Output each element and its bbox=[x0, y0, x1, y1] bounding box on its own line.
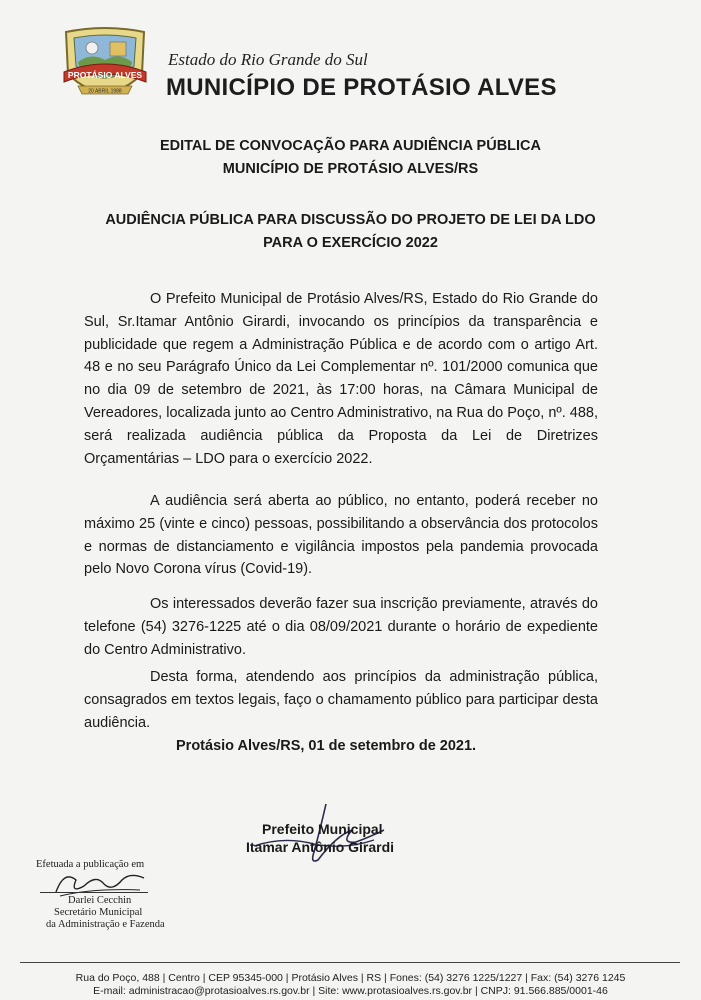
body-paragraph-4 bbox=[84, 666, 598, 734]
header-municipality-name: MUNICÍPIO DE PROTÁSIO ALVES bbox=[166, 74, 557, 101]
logo-text: PROTÁSIO ALVES bbox=[67, 70, 143, 80]
body-paragraph-3 bbox=[84, 593, 598, 661]
publication-note: Efetuada a publicação em bbox=[36, 859, 145, 870]
edital-title bbox=[0, 135, 701, 181]
signature-line bbox=[40, 892, 148, 893]
title-line-3: AUDIÊNCIA PÚBLICA PARA DISCUSSÃO DO PROJETO DE LEI DA LDO bbox=[105, 212, 596, 228]
municipal-coat-of-arms-logo bbox=[56, 26, 154, 106]
footer-divider bbox=[20, 962, 680, 963]
title-line-4: PARA O EXERCÍCIO 2022 bbox=[263, 235, 438, 251]
paragraph-text: O Prefeito Municipal de Protásio Alves/RS, Estado do Rio Grande do Sul, Sr.Itamar Antônio Girardi, invocando os princípios da transparência e publicidade que regem a Administração Pública e de acordo com o artigo Art. 48 e no seu Parágrafo Único da Lei Complementar nº. 101/2000 comunica que no dia 09 de setembro de 2021, às 17:00 horas, na Câmara Municipal de Vereadores, localizada junto ao Centro Administrativo, na Rua do Poço, nº. 488, será realizada audiência pública da Proposta da Lei de Diretrizes Orçamentárias – LDO para o exercício 2022. bbox=[84, 291, 598, 467]
paragraph-text: Desta forma, atendendo aos princípios da administração pública, consagrados em textos legais, faço o chamamento público para participar desta audiência. bbox=[84, 669, 598, 731]
signatory-name: Itamar Antônio Girardi bbox=[246, 839, 395, 855]
footer-address: Rua do Poço, 488 | Centro | CEP 95345-000 | Protásio Alves | RS | Fones: (54) 3276 1225/1227 | Fax: (54) 3276 1245 bbox=[75, 972, 626, 984]
body-paragraph-2 bbox=[84, 490, 598, 581]
title-line-2: MUNICÍPIO DE PROTÁSIO ALVES/RS bbox=[222, 161, 479, 177]
paragraph-text: Os interessados deverão fazer sua inscrição previamente, através do telefone (54) 3276-1225 até o dia 08/09/2021 durante o horário de expediente do Centro Administrativo. bbox=[84, 596, 598, 658]
header-state-name: Estado do Rio Grande do Sul bbox=[168, 50, 368, 69]
place-and-date: Protásio Alves/RS, 01 de setembro de 2021. bbox=[176, 738, 477, 754]
footer-contact: E-mail: administracao@protasioalves.rs.gov.br | Site: www.protasioalves.rs.gov.br | CNPJ: 91.566.885/0001-46 bbox=[93, 985, 608, 997]
title-line-1: EDITAL DE CONVOCAÇÃO PARA AUDIÊNCIA PÚBLICA bbox=[159, 138, 542, 154]
signatory-role: Prefeito Municipal bbox=[262, 821, 383, 837]
secretary-department: da Administração e Fazenda bbox=[46, 919, 165, 930]
logo-date: 20 ABRIL 1988 bbox=[88, 88, 122, 95]
paragraph-text: A audiência será aberta ao público, no entanto, poderá receber no máximo 25 (vinte e cinco) pessoas, possibilitando a observância dos protocolos e normas de distanciamento e vigilância impostos pela pandemia provocada pelo Novo Corona vírus (Covid-19). bbox=[84, 493, 598, 578]
secretary-name: Darlei Cecchin bbox=[68, 895, 132, 906]
hearing-subject-title bbox=[0, 209, 701, 255]
body-paragraph-1 bbox=[84, 288, 598, 470]
secretary-role: Secretário Municipal bbox=[54, 907, 143, 918]
